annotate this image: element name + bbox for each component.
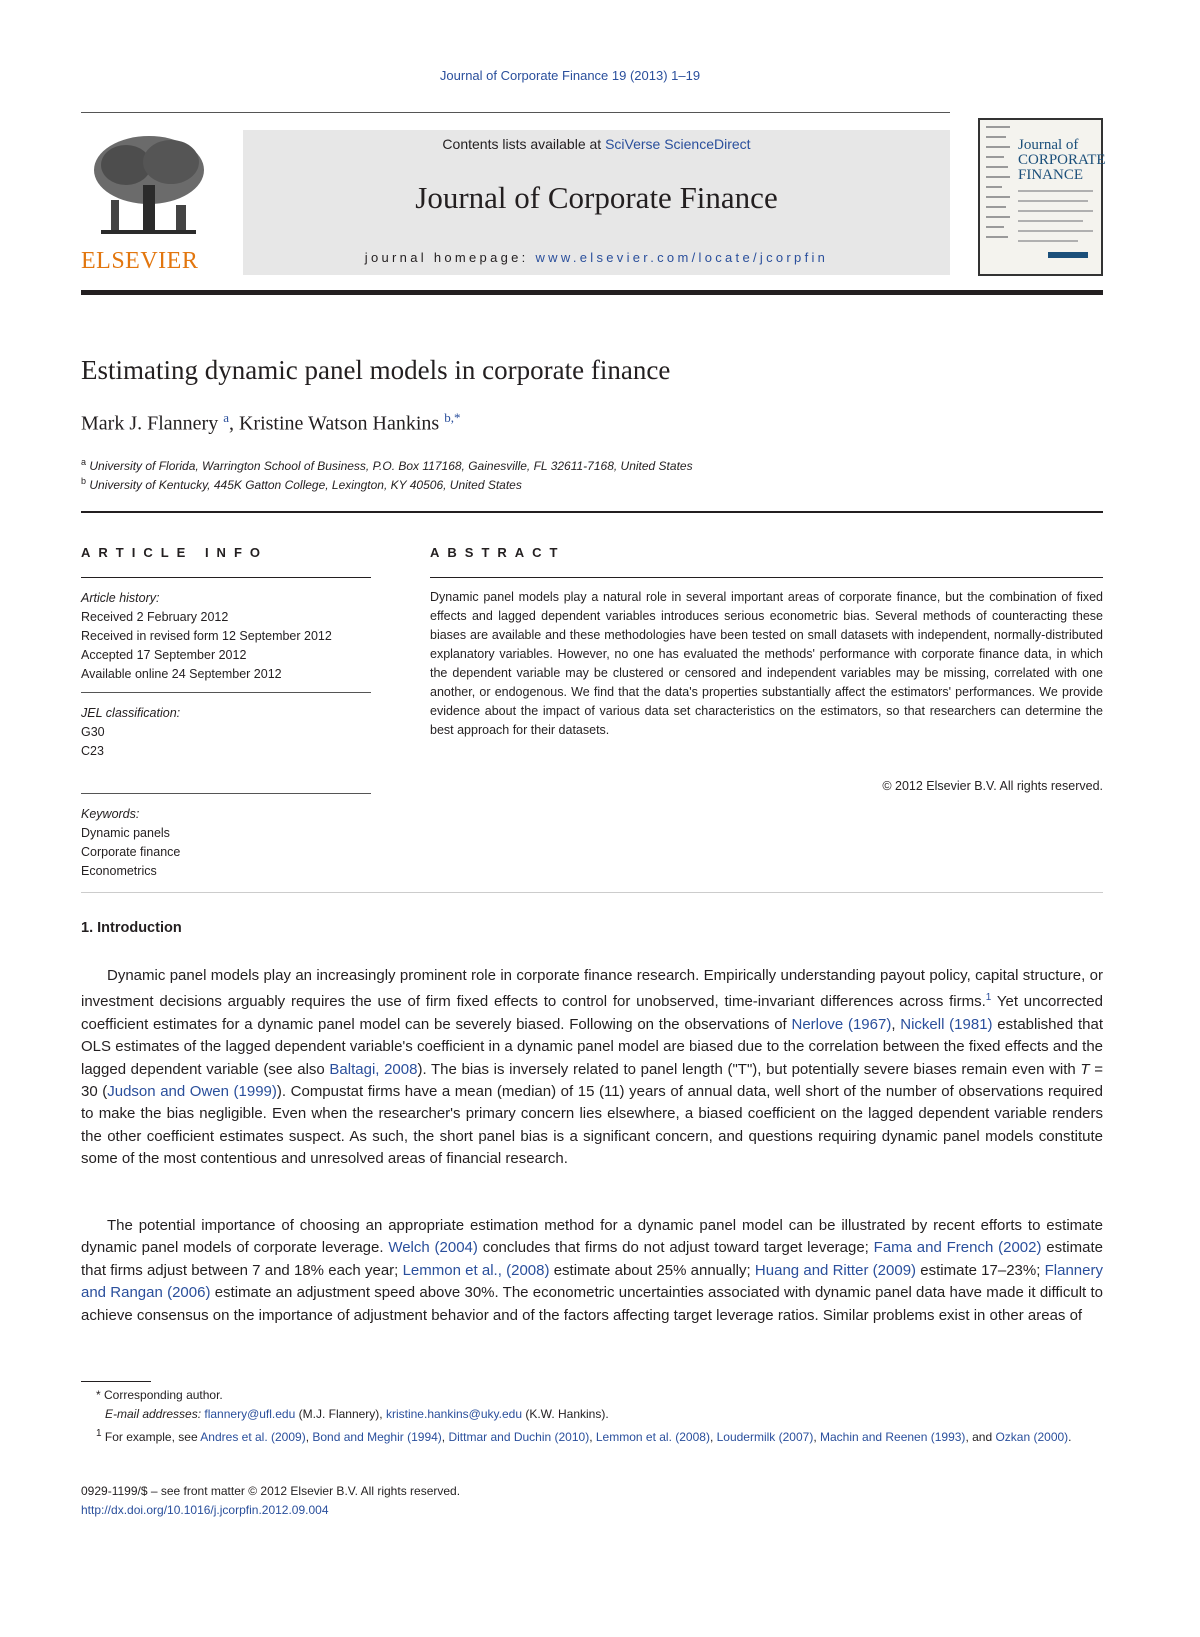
elsevier-wordmark: ELSEVIER <box>81 248 199 274</box>
paragraph-text: concludes that firms do not adjust toward target leverage; <box>477 1239 874 1257</box>
citation-link[interactable]: Huang and Ritter (2009) <box>754 1261 917 1279</box>
paragraph-text: estimate 17–23%; <box>916 1261 1045 1279</box>
keyword: Corporate finance <box>81 845 181 859</box>
citation-link[interactable]: Fama and French (2002) <box>873 1239 1042 1257</box>
info-rule <box>81 577 371 578</box>
paragraph-text: estimate about 25% annually; <box>549 1261 755 1279</box>
footnote-1: $^1$ For example, see Andres et al. (2009), Bond and Meghir (1994), Dittmar and Duchin (2010), Lemmon et al. (2008), Loudermilk (2007), Machin and Reenen (1993), and Ozkan (2000). <box>96 1428 1072 1444</box>
footnote-mark: 1 <box>96 1428 102 1439</box>
footnote-emails <box>105 1405 1095 1424</box>
paragraph-text: The potential importance of choosing an appropriate estimation method for a dynamic panel model can be illustrated by recent efforts to estimate dynamic panel models of corporate leverage. <box>81 1217 1103 1257</box>
cover-title-line: Journal of <box>1018 137 1079 153</box>
journal-reference[interactable]: Journal of Corporate Finance 19 (2013) 1–19 <box>439 68 701 83</box>
footnote-text: . <box>1068 1430 1072 1444</box>
affiliation-mark: a <box>81 457 87 467</box>
paragraph-text: ). The bias is inversely related to panel length ("T"), but potentially severe biases remain even with <box>417 1060 1081 1078</box>
email-owner: (K.W. Hankins). <box>522 1407 609 1421</box>
abstract-copyright: © 2012 Elsevier B.V. All rights reserved. <box>882 779 1103 793</box>
keyword: Dynamic panels <box>81 826 170 840</box>
body-paragraph <box>81 965 1103 1171</box>
article-info-heading: ARTICLE INFO <box>81 545 268 560</box>
jel-label: JEL classification: <box>81 706 181 720</box>
citation-link[interactable]: Flannery and Rangan (2006) <box>81 1261 1103 1302</box>
journal-masthead <box>243 130 950 275</box>
email-link[interactable]: flannery@ufl.edu <box>204 1407 296 1421</box>
footnote-text: For example, see <box>104 1430 201 1444</box>
citation-link[interactable]: Lemmon et al., (2008) <box>402 1261 550 1279</box>
footnote-text: , and <box>965 1430 996 1444</box>
citation-link[interactable]: Welch (2004) <box>388 1239 478 1257</box>
citation-link[interactable]: Dittmar and Duchin (2010) <box>448 1430 590 1444</box>
affiliation <box>81 476 522 492</box>
contents-prefix: Contents lists available at <box>442 136 606 152</box>
keywords-label: Keywords: <box>81 807 140 821</box>
citation-link[interactable]: Lemmon et al. (2008) <box>595 1430 710 1444</box>
keywords <box>81 805 180 881</box>
keyword: Econometrics <box>81 864 157 878</box>
section-rule <box>81 892 1103 893</box>
paragraph-text: estimate that firms adjust between 7 and 18% each year; <box>81 1239 1103 1279</box>
citation-link[interactable]: Nerlove (1967) <box>791 1015 892 1033</box>
math-variable: T <box>1080 1060 1090 1078</box>
abstract-rule <box>430 577 1103 578</box>
article-history <box>81 589 332 684</box>
front-matter-line: 0929-1199/$ – see front matter © 2012 Elsevier B.V. All rights reserved. <box>81 1484 461 1498</box>
paragraph-text: , <box>891 1015 901 1033</box>
affiliation-text: University of Florida, Warrington School of Business, P.O. Box 117168, Gainesville, FL 32611-7168, United States <box>89 459 693 473</box>
footnote-corresponding <box>96 1386 1096 1405</box>
citation-link[interactable]: Andres et al. (2009) <box>200 1430 306 1444</box>
citation-link[interactable]: Bond and Meghir (1994) <box>312 1430 442 1444</box>
footnote-ref[interactable]: 1 <box>985 992 992 1004</box>
citation-link[interactable]: Loudermilk (2007) <box>716 1430 814 1444</box>
cover-title <box>1018 138 1106 183</box>
citation-link[interactable]: Baltagi, 2008 <box>329 1060 418 1078</box>
citation-link[interactable]: Ozkan (2000) <box>995 1430 1069 1444</box>
email-link[interactable]: kristine.hankins@uky.edu <box>385 1407 522 1421</box>
title-rule <box>81 511 1103 513</box>
abstract-text: Dynamic panel models play a natural role in several important areas of corporate finance, but the combination of fixed effects and lagged dependent variables introduces serious econometric bias. Several methods of counteracting these biases are available and these methodologies have been tested on small datasets with independent, normally-distributed explanatory variables. However, no one has evaluated the methods' performance with corporate finance data, in which the dependent variable may be clustered or censored and independent variables may be missing, correlated with one another, or endogenous. We find that the data's properties substantially affect the estimators' performances. We provide evidence about the impact of various data set characteristics on the estimators, so that researchers can determine the best approach for their datasets. <box>430 590 1103 737</box>
email-label: E-mail addresses: <box>105 1407 205 1421</box>
paragraph-text: established that OLS estimates of the lagged dependent variable's coefficient in a dynamic panel model are biased due to the correlation between the fixed effects and the lagged dependent variable (see also <box>81 1015 1103 1078</box>
paragraph-text: = 30 ( <box>81 1060 1103 1101</box>
jel-code: G30 <box>81 725 105 739</box>
affiliation-text: University of Kentucky, 445K Gatton College, Lexington, KY 40506, United States <box>89 478 522 492</box>
history-label: Article history: <box>81 591 160 605</box>
footnote-rule <box>81 1381 151 1382</box>
cover-title-line: CORPORATE <box>1018 152 1106 168</box>
paragraph-text: Yet uncorrected coefficient estimates for a dynamic panel model can be severely biased. Following on the observations of <box>81 993 1103 1033</box>
author-name: , Kristine Watson Hankins <box>228 412 445 435</box>
info-divider <box>81 692 371 693</box>
homepage-prefix: journal homepage: <box>364 250 536 265</box>
section-heading: 1. Introduction <box>81 920 182 936</box>
doi-link[interactable]: http://dx.doi.org/10.1016/j.jcorpfin.2012.09.004 <box>81 1503 329 1517</box>
sciencedirect-link[interactable]: SciVerse ScienceDirect <box>605 136 751 152</box>
history-item: Available online 24 September 2012 <box>81 667 282 681</box>
affiliation-marker[interactable]: a <box>223 410 229 425</box>
masthead-rule <box>81 290 1103 295</box>
journal-cover-thumbnail <box>978 118 1106 276</box>
author-name: Mark J. Flannery <box>81 412 224 435</box>
paragraph-text: estimate an adjustment speed above 30%. The econometric uncertainties associated with dynamic panel data have made it difficult to achieve consensus on the importance of adjustment behavior and of the factors affecting target leverage ratios. Similar problems exist in other areas of <box>81 1284 1103 1324</box>
history-item: Received in revised form 12 September 2012 <box>81 629 332 643</box>
citation-link[interactable]: Nickell (1981) <box>900 1015 993 1033</box>
history-item: Accepted 17 September 2012 <box>81 648 247 662</box>
journal-title: Journal of Corporate Finance <box>415 180 778 215</box>
citation-link[interactable]: Machin and Reenen (1993) <box>820 1430 966 1444</box>
header-rule <box>81 112 950 113</box>
history-item: Received 2 February 2012 <box>81 610 229 624</box>
footnote-mark: * <box>96 1388 101 1402</box>
footnote-text: Corresponding author. <box>104 1388 223 1402</box>
author-list <box>81 410 460 436</box>
paragraph-text: ). Compustat firms have a mean (median) of 15 (11) years of annual data, well short of the number of observations required to make the bias negligible. Even when the researcher's primary concern lies elsewhere, a biased coefficient on the lagged dependent variable renders the other coefficient estimates suspect. As such, the short panel bias is a significant concern, and questions requiring dynamic panel models constitute some of the most contentious and unresolved areas of financial research. <box>81 1083 1103 1168</box>
abstract-heading: ABSTRACT <box>430 545 566 560</box>
jel-classification <box>81 704 180 761</box>
email-owner: (M.J. Flannery), <box>295 1407 386 1421</box>
journal-homepage-line <box>243 250 950 265</box>
contents-available-line <box>243 136 950 152</box>
affiliation-mark: b <box>81 476 87 486</box>
citation-link[interactable]: Judson and Owen (1999) <box>107 1083 277 1101</box>
paragraph-text: Dynamic panel models play an increasingly prominent role in corporate finance research. Empirically understanding payout policy, capital structure, or investment decisions arguably requires the use of firm fixed effects to control for unobserved, time-invariant differences across firms. <box>81 967 1103 1011</box>
affiliation <box>81 457 693 473</box>
body-paragraph <box>81 1215 1103 1327</box>
homepage-link[interactable]: www.elsevier.com/locate/jcorpfin <box>535 250 829 265</box>
affiliation-marker[interactable]: b,* <box>444 410 461 425</box>
cover-title-line: FINANCE <box>1018 167 1084 183</box>
info-divider <box>81 793 371 794</box>
jel-code: C23 <box>81 744 104 758</box>
article-title: Estimating dynamic panel models in corporate finance <box>81 355 671 385</box>
